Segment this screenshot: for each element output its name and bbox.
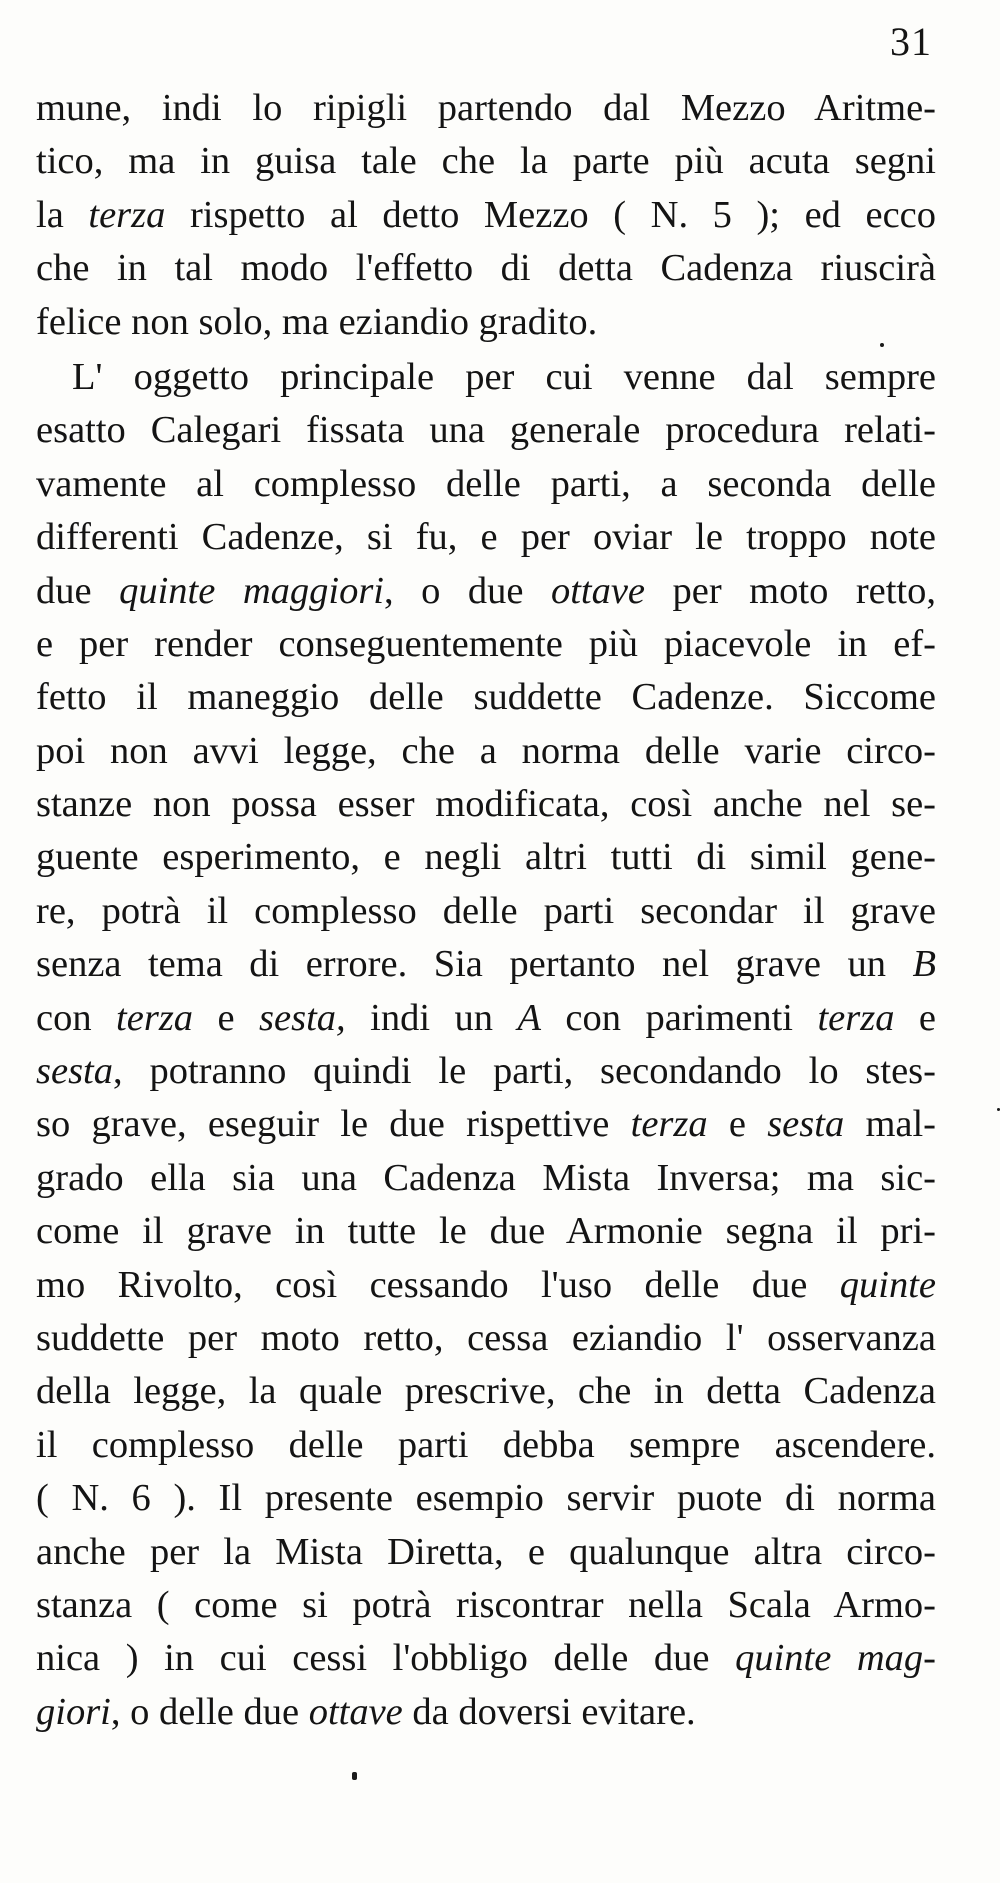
text-segment: con bbox=[36, 996, 117, 1039]
page-number: 31 bbox=[890, 19, 932, 64]
ink-speck bbox=[352, 1772, 357, 1780]
italic-text: giori bbox=[36, 1690, 111, 1733]
text-segment: L' oggetto principale per cui venne dal sempre bbox=[72, 355, 936, 398]
body-text bbox=[36, 82, 936, 1739]
italic-text: A bbox=[517, 996, 541, 1039]
text-line bbox=[36, 1152, 936, 1205]
text-line bbox=[36, 1419, 936, 1472]
text-segment: della legge, la quale prescrive, che in detta Cadenza bbox=[36, 1370, 936, 1413]
text-line bbox=[36, 82, 936, 135]
text-segment: il complesso delle parti debba sempre ascendere. bbox=[36, 1423, 936, 1466]
text-segment: , o delle due bbox=[110, 1690, 309, 1733]
text-line bbox=[36, 1365, 936, 1418]
text-line bbox=[36, 885, 936, 938]
text-segment: , o due bbox=[384, 569, 551, 612]
text-line bbox=[36, 296, 936, 349]
text-segment: differenti Cadenze, si fu, e per oviar le troppo note bbox=[36, 516, 936, 559]
text-line bbox=[36, 831, 936, 884]
text-line bbox=[36, 938, 936, 991]
text-line bbox=[36, 1098, 936, 1151]
paragraph bbox=[36, 82, 936, 349]
text-line bbox=[36, 1632, 936, 1685]
paragraph bbox=[36, 351, 936, 1739]
text-line bbox=[36, 1259, 936, 1312]
italic-text: quinte maggiori bbox=[119, 569, 384, 612]
text-line bbox=[36, 992, 936, 1045]
italic-text: ottave bbox=[308, 1690, 403, 1733]
text-segment: due bbox=[36, 569, 120, 612]
text-segment: e bbox=[193, 996, 260, 1039]
text-segment: nica ) in cui cessi l'obbligo delle due bbox=[36, 1637, 736, 1680]
italic-text: terza bbox=[630, 1103, 708, 1146]
text-segment: tico, ma in guisa tale che la parte più acuta segni bbox=[36, 140, 936, 183]
text-line bbox=[36, 189, 936, 242]
italic-text: sesta, bbox=[259, 996, 346, 1039]
text-line bbox=[36, 778, 936, 831]
text-line bbox=[36, 565, 936, 618]
text-line bbox=[36, 351, 936, 404]
text-segment: con parimenti bbox=[540, 996, 818, 1039]
text-segment: esatto Calegari fissata una generale procedura relati- bbox=[36, 409, 936, 452]
text-line bbox=[36, 1312, 936, 1365]
text-segment: guente esperimento, e negli altri tutti di simil gene- bbox=[36, 836, 936, 879]
text-segment: mo Rivolto, così cessando l'uso delle due bbox=[36, 1263, 840, 1306]
italic-text: terza bbox=[116, 996, 194, 1039]
text-segment: come il grave in tutte le due Armonie segna il pri- bbox=[36, 1210, 936, 1253]
ink-speck bbox=[880, 343, 884, 347]
italic-text: ottave bbox=[550, 569, 646, 612]
text-segment: indi un bbox=[345, 996, 518, 1039]
text-line bbox=[36, 404, 936, 457]
text-segment: e bbox=[707, 1103, 768, 1146]
text-segment: da doversi evitare. bbox=[402, 1690, 696, 1733]
text-segment: felice non solo, ma eziandio gradito. bbox=[36, 300, 598, 343]
text-segment: rispetto al detto Mezzo ( N. 5 ); ed ecco bbox=[165, 193, 936, 236]
text-segment: e per render conseguentemente più piacevole in ef- bbox=[36, 622, 936, 665]
text-line bbox=[36, 1045, 936, 1098]
text-line bbox=[36, 511, 936, 564]
italic-text: sesta bbox=[36, 1050, 113, 1093]
text-segment: vamente al complesso delle parti, a seconda delle bbox=[36, 462, 936, 505]
text-line bbox=[36, 618, 936, 671]
text-segment: mune, indi lo ripigli partendo dal Mezzo Aritme- bbox=[36, 87, 936, 129]
text-line bbox=[36, 725, 936, 778]
text-line bbox=[36, 1472, 936, 1525]
text-segment: poi non avvi legge, che a norma delle varie circo- bbox=[36, 729, 936, 772]
text-segment: stanze non possa esser modificata, così anche nel se- bbox=[36, 783, 936, 826]
italic-text: B bbox=[912, 943, 936, 986]
text-segment: ( N. 6 ). Il presente esempio servir puote di norma bbox=[36, 1477, 936, 1520]
italic-text: terza bbox=[817, 996, 895, 1039]
italic-text: sesta bbox=[767, 1103, 845, 1146]
text-line bbox=[36, 1526, 936, 1579]
text-line bbox=[36, 1579, 936, 1632]
text-segment: la bbox=[36, 193, 89, 236]
text-line bbox=[36, 458, 936, 511]
text-line bbox=[36, 1205, 936, 1258]
text-segment: grado ella sia una Cadenza Mista Inversa; ma sic- bbox=[36, 1156, 936, 1199]
text-line bbox=[36, 1686, 936, 1739]
text-line bbox=[36, 242, 936, 295]
italic-text: quinte bbox=[839, 1263, 936, 1306]
italic-text: terza bbox=[88, 193, 166, 236]
text-segment: re, potrà il complesso delle parti secondar il grave bbox=[36, 889, 936, 932]
text-segment: mal- bbox=[844, 1103, 936, 1146]
text-line bbox=[36, 671, 936, 724]
text-line bbox=[36, 135, 936, 188]
text-segment: e bbox=[894, 996, 936, 1039]
text-segment: senza tema di errore. Sia pertanto nel grave un bbox=[36, 943, 913, 986]
text-segment: per moto retto, bbox=[645, 569, 936, 612]
italic-text: quinte mag- bbox=[735, 1637, 936, 1680]
text-segment: anche per la Mista Diretta, e qualunque altra circo- bbox=[36, 1530, 936, 1573]
text-segment: suddette per moto retto, cessa eziandio l' osservanza bbox=[36, 1316, 936, 1359]
text-segment: che in tal modo l'effetto di detta Cadenza riuscirà bbox=[36, 247, 936, 290]
text-segment: so grave, eseguir le due rispettive bbox=[36, 1103, 631, 1146]
text-segment: , potranno quindi le parti, secondando lo stes- bbox=[113, 1050, 936, 1093]
text-segment: fetto il maneggio delle suddette Cadenze. Siccome bbox=[36, 676, 936, 719]
text-segment: stanza ( come si potrà riscontrar nella Scala Armo- bbox=[36, 1583, 936, 1626]
